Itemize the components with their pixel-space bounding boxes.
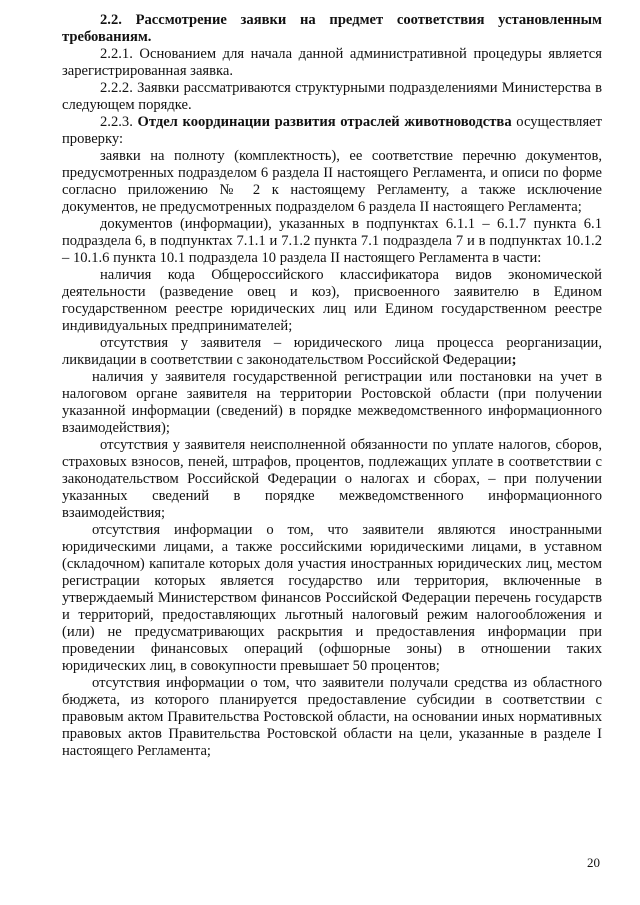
check-item-documents: документов (информации), указанных в подпунктах 6.1.1 – 6.1.7 пункта 6.1 подраздела 6, в подпунктах 7.1.1 и 7.1.2 пункта 7.1 подраздела 7 и в подпунктах 10.1.2 – 10.1.6 пункта 10.1 подраздела 10 раздела II настоящего Регламента в части: — [62, 216, 602, 266]
check-item-okved-code: наличия кода Общероссийского классификатора видов экономической деятельности (разведение овец и коз), присвоенного заявителю в Едином государственном реестре юридических лиц или Едином государственном реестре индивидуальных предпринимателей; — [62, 267, 602, 334]
paragraph-2-2-3 — [62, 114, 602, 148]
paragraph-rest: осуществляет проверку: — [62, 114, 603, 147]
check-item-foreign-entities: отсутствия информации о том, что заявители являются иностранными юридическими лицами, а также российскими юридическими лицами, в уставном (складочном) капитале которых доля участия иностранных юридических лиц, местом регистрации которых является государство или территория, включенные в утверждаемый Министерством финансов Российской Федерации перечень государств и территорий, предоставляющих льготный налоговый режим налогообложения и (или) не предусматривающих раскрытия и предоставления информации при проведении финансовых операций (офшорные зоны) в отношении таких юридических лиц, в совокупности превышает 50 процентов; — [62, 522, 602, 674]
paragraph-2-2-2: 2.2.2. Заявки рассматриваются структурными подразделениями Министерства в следующем порядке. — [62, 80, 602, 113]
page-number: 20 — [587, 855, 600, 870]
check-item-completeness: заявки на полноту (комплектность), ее соответствие перечню документов, предусмотренных подразделом 6 раздела II настоящего Регламента, и описи по форме согласно приложению № 2 к настоящему Регламенту, а также исключение документов, не предусмотренных подразделом 6 раздела II настоящего Регламента; — [62, 148, 602, 215]
check-item-budget-funds: отсутствия информации о том, что заявители получали средства из областного бюджета, из которого планируется предоставление субсидии в соответствии с правовым актом Правительства Ростовской области, на основании иных нормативных правовых актов Правительства Ростовской области на цели, указанные в разделе I настоящего Регламента; — [62, 675, 602, 759]
reorganization-text: отсутствия у заявителя – юридического лица процесса реорганизации, ликвидации в соответствии с законодательством Российской Федерации — [62, 335, 602, 368]
section-heading: 2.2. Рассмотрение заявки на предмет соответствия установленным требованиям. — [62, 12, 602, 45]
check-item-reorganization — [62, 335, 602, 369]
check-item-tax-registration: наличия у заявителя государственной регистрации или постановки на учет в налоговом органе заявителя на территории Ростовской области (при получении указанной информации (сведений) в порядке межведомственного информационного взаимодействия); — [62, 369, 602, 436]
check-item-tax-debts: отсутствия у заявителя неисполненной обязанности по уплате налогов, сборов, страховых взносов, пеней, штрафов, процентов, подлежащих уплате в соответствии с законодательством Российской Федерации о налогах и сборах, – при получении указанных сведений в порядке межведомственного информационного взаимодействия; — [62, 437, 602, 521]
reorganization-semicolon: ; — [511, 352, 517, 368]
department-name: Отдел координации развития отраслей животноводства — [137, 114, 512, 130]
paragraph-2-2-1: 2.2.1. Основанием для начала данной административной процедуры является зарегистрированная заявка. — [62, 46, 602, 79]
paragraph-number: 2.2.3. — [100, 114, 133, 130]
